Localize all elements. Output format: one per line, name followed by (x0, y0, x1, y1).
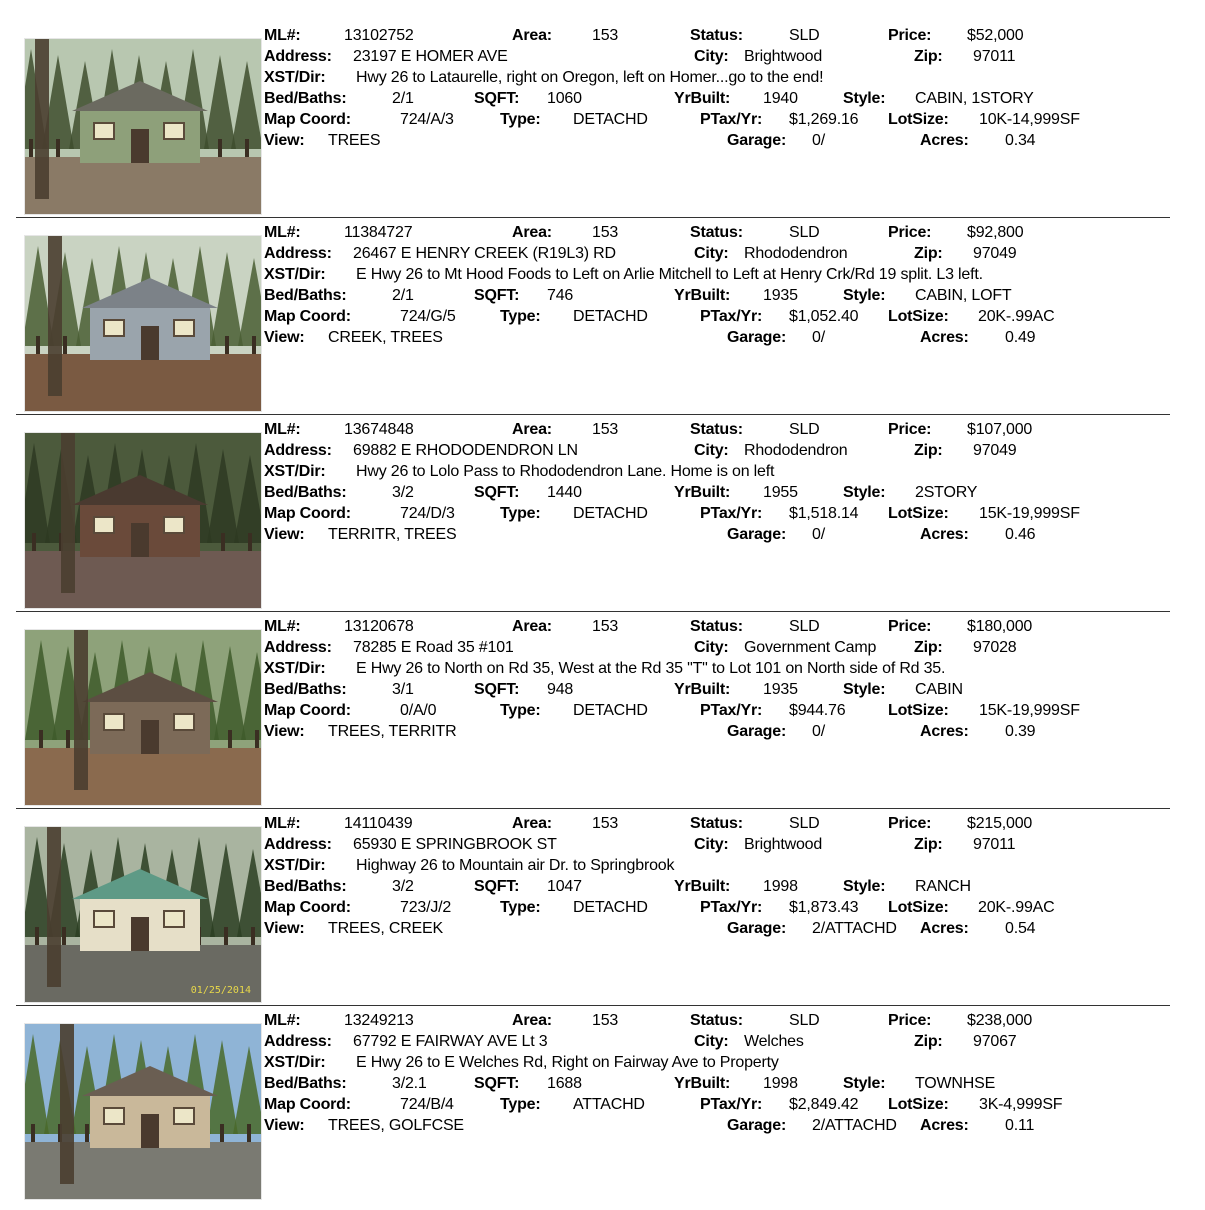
type-label: Type: (500, 308, 541, 325)
zip-value: 97049 (973, 442, 1017, 459)
lot-size-label: LotSize: (888, 899, 949, 916)
zip-label: Zip: (914, 48, 943, 65)
city-value: Brightwood (744, 836, 823, 853)
photo-date-stamp: 01/25/2014 (190, 985, 251, 996)
status-label: Status: (690, 421, 743, 438)
xst-label: XST/Dir: (264, 69, 326, 86)
view-label: View: (264, 329, 305, 346)
garage-value: 0/ (812, 723, 825, 740)
garage-label: Garage: (727, 329, 787, 346)
listing-separator (16, 808, 1170, 809)
bed-baths-value: 2/1 (392, 90, 414, 107)
view-value: CREEK, TREES (328, 329, 443, 346)
zip-value: 97028 (973, 639, 1017, 656)
ptax-value: $1,873.43 (789, 899, 859, 916)
area-label: Area: (512, 1012, 552, 1029)
status-label: Status: (690, 224, 743, 241)
ml-value[interactable]: 11384727 (344, 224, 413, 241)
sqft-value: 1688 (547, 1075, 582, 1092)
map-coord-label: Map Coord: (264, 702, 351, 719)
ml-value[interactable]: 14110439 (344, 815, 413, 832)
style-value: CABIN (915, 681, 963, 698)
map-coord-label: Map Coord: (264, 308, 351, 325)
yr-built-label: YrBuilt: (674, 90, 731, 107)
city-label: City: (694, 639, 729, 656)
listing-row (0, 68, 1205, 89)
style-label: Style: (843, 1075, 886, 1092)
listing-row (0, 328, 1205, 349)
listing-row (0, 441, 1205, 462)
listing-row (0, 223, 1205, 244)
ptax-label: PTax/Yr: (700, 899, 763, 916)
style-value: CABIN, 1STORY (915, 90, 1034, 107)
map-coord-value: 724/D/3 (400, 505, 455, 522)
listing-row (0, 1116, 1205, 1137)
listing-separator (16, 611, 1170, 612)
type-value: DETACHD (573, 308, 648, 325)
listing-row (0, 26, 1205, 47)
style-label: Style: (843, 484, 886, 501)
bed-baths-label: Bed/Baths: (264, 90, 347, 107)
city-value: Government Camp (744, 639, 877, 656)
bed-baths-label: Bed/Baths: (264, 287, 347, 304)
listing-row (0, 483, 1205, 504)
zip-label: Zip: (914, 836, 943, 853)
address-value[interactable]: 23197 E HOMER AVE (353, 48, 508, 65)
area-value: 153 (592, 421, 619, 438)
listing-row (0, 638, 1205, 659)
map-coord-value: 724/G/5 (400, 308, 456, 325)
yr-built-value: 1935 (763, 287, 798, 304)
listing-row (0, 525, 1205, 546)
listing-row (0, 856, 1205, 877)
lot-size-value: 10K-14,999SF (979, 111, 1080, 128)
xst-value: Highway 26 to Mountain air Dr. to Springbrook (356, 857, 675, 874)
address-label: Address: (264, 442, 332, 459)
yr-built-value: 1940 (763, 90, 798, 107)
sqft-label: SQFT: (474, 90, 520, 107)
bed-baths-value: 3/2.1 (392, 1075, 427, 1092)
sqft-label: SQFT: (474, 1075, 520, 1092)
sqft-value: 948 (547, 681, 574, 698)
city-value: Rhododendron (744, 442, 848, 459)
ml-value[interactable]: 13102752 (344, 27, 414, 44)
view-value: TREES, CREEK (328, 920, 443, 937)
style-value: CABIN, LOFT (915, 287, 1012, 304)
price-value: $107,000 (967, 421, 1033, 438)
acres-value: 0.34 (1005, 132, 1036, 149)
listing-row (0, 814, 1205, 835)
map-coord-label: Map Coord: (264, 505, 351, 522)
listing-separator (16, 414, 1170, 415)
listing-row (0, 877, 1205, 898)
ml-value[interactable]: 13674848 (344, 421, 414, 438)
city-value: Welches (744, 1033, 804, 1050)
ptax-label: PTax/Yr: (700, 505, 763, 522)
type-value: DETACHD (573, 702, 648, 719)
sqft-label: SQFT: (474, 484, 520, 501)
address-label: Address: (264, 639, 332, 656)
address-label: Address: (264, 836, 332, 853)
yr-built-value: 1998 (763, 1075, 798, 1092)
zip-label: Zip: (914, 442, 943, 459)
ml-label: ML#: (264, 1012, 301, 1029)
ptax-label: PTax/Yr: (700, 308, 763, 325)
xst-value: E Hwy 26 to North on Rd 35, West at the Rd 35 "T" to Lot 101 on North side of Rd 35. (356, 660, 946, 677)
price-label: Price: (888, 421, 932, 438)
price-value: $215,000 (967, 815, 1033, 832)
status-value: SLD (789, 421, 820, 438)
listing-row (0, 110, 1205, 131)
listing-row (0, 89, 1205, 110)
listing-row (0, 1095, 1205, 1116)
status-value: SLD (789, 27, 820, 44)
type-value: ATTACHD (573, 1096, 645, 1113)
lot-size-value: 15K-19,999SF (979, 505, 1080, 522)
ptax-value: $1,269.16 (789, 111, 859, 128)
style-value: TOWNHSE (915, 1075, 996, 1092)
yr-built-label: YrBuilt: (674, 287, 731, 304)
listing-separator (16, 217, 1170, 218)
price-label: Price: (888, 618, 932, 635)
listing-row (0, 504, 1205, 525)
ml-label: ML#: (264, 27, 301, 44)
style-label: Style: (843, 681, 886, 698)
bed-baths-label: Bed/Baths: (264, 484, 347, 501)
zip-label: Zip: (914, 1033, 943, 1050)
ml-label: ML#: (264, 618, 301, 635)
status-value: SLD (789, 224, 820, 241)
listing-row (0, 1032, 1205, 1053)
status-label: Status: (690, 618, 743, 635)
ptax-label: PTax/Yr: (700, 702, 763, 719)
ml-label: ML#: (264, 421, 301, 438)
ptax-value: $1,052.40 (789, 308, 859, 325)
sqft-value: 746 (547, 287, 574, 304)
zip-label: Zip: (914, 245, 943, 262)
listing-row (0, 307, 1205, 328)
listing-row (0, 919, 1205, 940)
garage-value: 2/ATTACHD (812, 920, 897, 937)
xst-label: XST/Dir: (264, 857, 326, 874)
xst-value: E Hwy 26 to Mt Hood Foods to Left on Arlie Mitchell to Left at Henry Crk/Rd 19 split. L3 left. (356, 266, 983, 283)
lot-size-label: LotSize: (888, 1096, 949, 1113)
type-label: Type: (500, 111, 541, 128)
type-label: Type: (500, 702, 541, 719)
area-label: Area: (512, 815, 552, 832)
listing-row (0, 898, 1205, 919)
sqft-label: SQFT: (474, 681, 520, 698)
price-value: $238,000 (967, 1012, 1033, 1029)
address-label: Address: (264, 1033, 332, 1050)
yr-built-value: 1935 (763, 681, 798, 698)
sqft-value: 1440 (547, 484, 582, 501)
view-value: TREES (328, 132, 381, 149)
type-value: DETACHD (573, 899, 648, 916)
listing-card (0, 816, 1205, 1013)
acres-label: Acres: (920, 723, 969, 740)
yr-built-value: 1998 (763, 878, 798, 895)
lot-size-label: LotSize: (888, 505, 949, 522)
ml-label: ML#: (264, 815, 301, 832)
acres-label: Acres: (920, 526, 969, 543)
price-label: Price: (888, 815, 932, 832)
listing-card (0, 28, 1205, 225)
listing-row (0, 722, 1205, 743)
bed-baths-value: 3/2 (392, 878, 414, 895)
area-value: 153 (592, 815, 619, 832)
area-label: Area: (512, 421, 552, 438)
address-label: Address: (264, 245, 332, 262)
acres-value: 0.39 (1005, 723, 1036, 740)
acres-value: 0.54 (1005, 920, 1036, 937)
zip-value: 97049 (973, 245, 1017, 262)
ml-label: ML#: (264, 224, 301, 241)
view-value: TERRITR, TREES (328, 526, 457, 543)
acres-value: 0.49 (1005, 329, 1036, 346)
price-label: Price: (888, 224, 932, 241)
listing-separator (16, 1005, 1170, 1006)
listing-row (0, 47, 1205, 68)
sqft-label: SQFT: (474, 878, 520, 895)
price-value: $92,800 (967, 224, 1024, 241)
area-label: Area: (512, 224, 552, 241)
listing-row (0, 617, 1205, 638)
ptax-value: $1,518.14 (789, 505, 859, 522)
ml-value[interactable]: 13249213 (344, 1012, 414, 1029)
zip-value: 97067 (973, 1033, 1017, 1050)
city-label: City: (694, 1033, 729, 1050)
yr-built-value: 1955 (763, 484, 798, 501)
listing-row (0, 265, 1205, 286)
area-label: Area: (512, 618, 552, 635)
view-label: View: (264, 1117, 305, 1134)
price-label: Price: (888, 1012, 932, 1029)
view-label: View: (264, 132, 305, 149)
style-label: Style: (843, 90, 886, 107)
lot-size-label: LotSize: (888, 308, 949, 325)
acres-label: Acres: (920, 1117, 969, 1134)
acres-value: 0.46 (1005, 526, 1036, 543)
listing-row (0, 131, 1205, 152)
xst-value: E Hwy 26 to E Welches Rd, Right on Fairway Ave to Property (356, 1054, 779, 1071)
type-value: DETACHD (573, 111, 648, 128)
type-value: DETACHD (573, 505, 648, 522)
listing-row (0, 462, 1205, 483)
status-label: Status: (690, 27, 743, 44)
bed-baths-label: Bed/Baths: (264, 878, 347, 895)
style-label: Style: (843, 287, 886, 304)
lot-size-value: 3K-4,999SF (979, 1096, 1063, 1113)
lot-size-label: LotSize: (888, 702, 949, 719)
type-label: Type: (500, 1096, 541, 1113)
yr-built-label: YrBuilt: (674, 1075, 731, 1092)
status-label: Status: (690, 815, 743, 832)
lot-size-value: 20K-.99AC (978, 899, 1055, 916)
xst-label: XST/Dir: (264, 1054, 326, 1071)
listing-card (0, 619, 1205, 816)
acres-label: Acres: (920, 920, 969, 937)
type-label: Type: (500, 505, 541, 522)
map-coord-value: 724/A/3 (400, 111, 454, 128)
lot-size-value: 15K-19,999SF (979, 702, 1080, 719)
view-label: View: (264, 526, 305, 543)
map-coord-label: Map Coord: (264, 899, 351, 916)
listing-card (0, 225, 1205, 422)
listing-row (0, 680, 1205, 701)
xst-value: Hwy 26 to Lolo Pass to Rhododendron Lane. Home is on left (356, 463, 775, 480)
garage-label: Garage: (727, 526, 787, 543)
garage-value: 0/ (812, 329, 825, 346)
address-value[interactable]: 65930 E SPRINGBROOK ST (353, 836, 557, 853)
area-value: 153 (592, 27, 619, 44)
listing-row (0, 244, 1205, 265)
ptax-value: $2,849.42 (789, 1096, 859, 1113)
garage-value: 2/ATTACHD (812, 1117, 897, 1134)
city-label: City: (694, 48, 729, 65)
listing-card (0, 422, 1205, 619)
city-label: City: (694, 245, 729, 262)
xst-label: XST/Dir: (264, 463, 326, 480)
ptax-label: PTax/Yr: (700, 111, 763, 128)
xst-label: XST/Dir: (264, 266, 326, 283)
address-value[interactable]: 69882 E RHODODENDRON LN (353, 442, 578, 459)
garage-label: Garage: (727, 132, 787, 149)
city-label: City: (694, 442, 729, 459)
status-label: Status: (690, 1012, 743, 1029)
ml-value[interactable]: 13120678 (344, 618, 414, 635)
listing-row (0, 420, 1205, 441)
listing-card (0, 1013, 1205, 1210)
sqft-value: 1047 (547, 878, 582, 895)
address-value[interactable]: 78285 E Road 35 #101 (353, 639, 514, 656)
status-value: SLD (789, 618, 820, 635)
address-value[interactable]: 26467 E HENRY CREEK (R19L3) RD (353, 245, 616, 262)
map-coord-value: 723/J/2 (400, 899, 452, 916)
yr-built-label: YrBuilt: (674, 878, 731, 895)
bed-baths-label: Bed/Baths: (264, 1075, 347, 1092)
listing-row (0, 659, 1205, 680)
view-value: TREES, TERRITR (328, 723, 457, 740)
status-value: SLD (789, 815, 820, 832)
area-value: 153 (592, 618, 619, 635)
ground (25, 551, 261, 608)
ptax-label: PTax/Yr: (700, 1096, 763, 1113)
map-coord-label: Map Coord: (264, 1096, 351, 1113)
price-value: $52,000 (967, 27, 1024, 44)
listing-row (0, 286, 1205, 307)
map-coord-value: 724/B/4 (400, 1096, 454, 1113)
map-coord-value: 0/A/0 (400, 702, 437, 719)
ground (25, 748, 261, 805)
garage-value: 0/ (812, 132, 825, 149)
listing-row (0, 1011, 1205, 1032)
acres-value: 0.11 (1005, 1117, 1035, 1134)
garage-value: 0/ (812, 526, 825, 543)
area-label: Area: (512, 27, 552, 44)
acres-label: Acres: (920, 132, 969, 149)
city-value: Rhododendron (744, 245, 848, 262)
bed-baths-label: Bed/Baths: (264, 681, 347, 698)
lot-size-label: LotSize: (888, 111, 949, 128)
xst-label: XST/Dir: (264, 660, 326, 677)
city-value: Brightwood (744, 48, 823, 65)
address-label: Address: (264, 48, 332, 65)
area-value: 153 (592, 1012, 619, 1029)
garage-label: Garage: (727, 723, 787, 740)
sqft-value: 1060 (547, 90, 582, 107)
view-label: View: (264, 723, 305, 740)
listing-row (0, 701, 1205, 722)
yr-built-label: YrBuilt: (674, 484, 731, 501)
type-label: Type: (500, 899, 541, 916)
city-label: City: (694, 836, 729, 853)
zip-value: 97011 (973, 48, 1016, 65)
status-value: SLD (789, 1012, 820, 1029)
garage-label: Garage: (727, 920, 787, 937)
price-label: Price: (888, 27, 932, 44)
address-value[interactable]: 67792 E FAIRWAY AVE Lt 3 (353, 1033, 548, 1050)
view-label: View: (264, 920, 305, 937)
ptax-value: $944.76 (789, 702, 846, 719)
bed-baths-value: 3/1 (392, 681, 414, 698)
acres-label: Acres: (920, 329, 969, 346)
view-value: TREES, GOLFCSE (328, 1117, 464, 1134)
bed-baths-value: 3/2 (392, 484, 414, 501)
zip-label: Zip: (914, 639, 943, 656)
garage-label: Garage: (727, 1117, 787, 1134)
area-value: 153 (592, 224, 619, 241)
style-value: RANCH (915, 878, 971, 895)
sqft-label: SQFT: (474, 287, 520, 304)
lot-size-value: 20K-.99AC (978, 308, 1055, 325)
bed-baths-value: 2/1 (392, 287, 414, 304)
map-coord-label: Map Coord: (264, 111, 351, 128)
listing-row (0, 1074, 1205, 1095)
yr-built-label: YrBuilt: (674, 681, 731, 698)
price-value: $180,000 (967, 618, 1033, 635)
style-label: Style: (843, 878, 886, 895)
ground (25, 157, 261, 214)
style-value: 2STORY (915, 484, 978, 501)
listing-row (0, 1053, 1205, 1074)
xst-value: Hwy 26 to Lataurelle, right on Oregon, left on Homer...go to the end! (356, 69, 824, 86)
zip-value: 97011 (973, 836, 1016, 853)
listing-row (0, 835, 1205, 856)
